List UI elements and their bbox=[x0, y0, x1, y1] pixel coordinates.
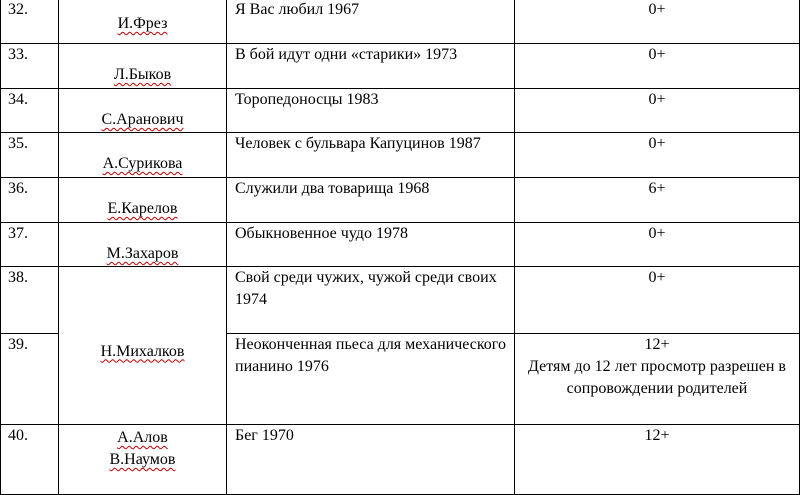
table-row bbox=[1, 223, 800, 267]
table-row bbox=[1, 44, 800, 89]
row-number: 33. bbox=[1, 44, 59, 89]
director-cell bbox=[59, 44, 227, 89]
age-rating: 0+ bbox=[515, 133, 800, 178]
director-cell bbox=[59, 425, 227, 495]
director-name: А.Алов bbox=[117, 429, 168, 446]
table-row bbox=[1, 425, 800, 495]
age-rating: 0+ bbox=[515, 267, 800, 334]
director-cell-merged bbox=[59, 267, 227, 425]
table-row bbox=[1, 267, 800, 334]
row-number: 34. bbox=[1, 89, 59, 133]
table-row bbox=[1, 89, 800, 133]
film-title: Бег 1970 bbox=[227, 425, 515, 495]
director-cell bbox=[59, 0, 227, 44]
director-cell bbox=[59, 223, 227, 267]
table-row bbox=[1, 0, 800, 44]
director-name: В.Наумов bbox=[109, 451, 176, 468]
director-name: Е.Карелов bbox=[107, 200, 178, 217]
age-rating: 0+ bbox=[515, 0, 800, 44]
director-name: М.Захаров bbox=[106, 245, 179, 262]
age-rating: 12+ bbox=[644, 336, 670, 353]
row-number: 39. bbox=[1, 334, 59, 425]
age-rating: 6+ bbox=[515, 178, 800, 223]
film-title: В бой идут одни «старики» 1973 bbox=[227, 44, 515, 89]
age-rating-cell bbox=[515, 334, 800, 425]
film-title: Торопедоносцы 1983 bbox=[227, 89, 515, 133]
director-name: Н.Михалков bbox=[100, 342, 185, 360]
row-number: 36. bbox=[1, 178, 59, 223]
film-title: Обыкновенное чудо 1978 bbox=[227, 223, 515, 267]
film-title: Человек с бульвара Капуцинов 1987 bbox=[227, 133, 515, 178]
film-title: Свой среди чужих, чужой среди своих 1974 bbox=[227, 267, 515, 334]
age-rating: 0+ bbox=[515, 223, 800, 267]
director-name: С.Аранович bbox=[101, 111, 184, 128]
age-note: Детям до 12 лет просмотр разрешен в сопровождении родителей bbox=[528, 358, 786, 397]
age-rating: 0+ bbox=[515, 44, 800, 89]
film-title: Служили два товарища 1968 bbox=[227, 178, 515, 223]
director-name: А.Сурикова bbox=[102, 155, 183, 172]
table-row bbox=[1, 133, 800, 178]
row-number: 37. bbox=[1, 223, 59, 267]
film-title: Неоконченная пьеса для механического пианино 1976 bbox=[227, 334, 515, 425]
row-number: 35. bbox=[1, 133, 59, 178]
row-number: 38. bbox=[1, 267, 59, 334]
director-name: И.Фрез bbox=[117, 15, 168, 32]
director-cell bbox=[59, 178, 227, 223]
row-number: 40. bbox=[1, 425, 59, 495]
table-row bbox=[1, 178, 800, 223]
age-rating: 12+ bbox=[515, 425, 800, 495]
director-name: Л.Быков bbox=[113, 66, 172, 83]
film-title: Я Вас любил 1967 bbox=[227, 0, 515, 44]
director-cell bbox=[59, 89, 227, 133]
age-rating: 0+ bbox=[515, 89, 800, 133]
row-number: 32. bbox=[1, 0, 59, 44]
director-cell bbox=[59, 133, 227, 178]
